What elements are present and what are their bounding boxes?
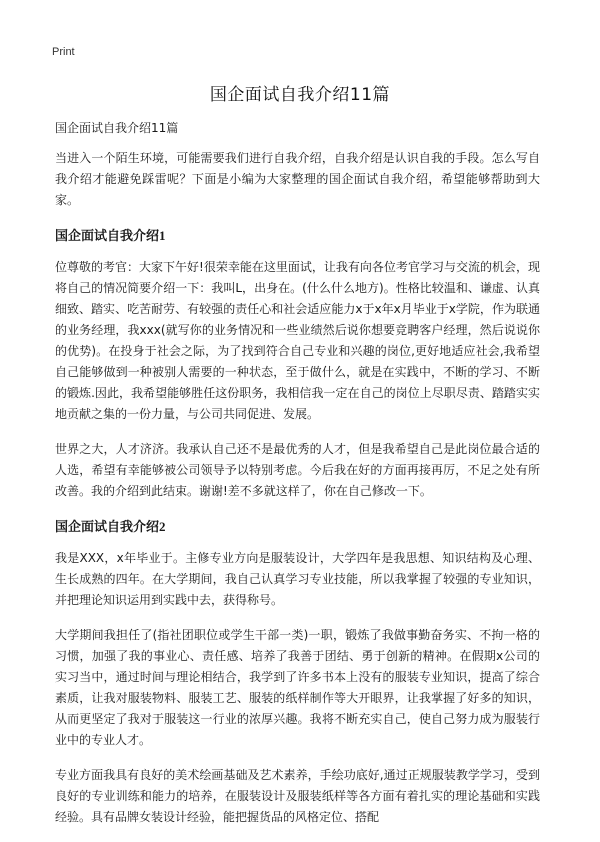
intro-paragraph: 当进入一个陌生环境，可能需要我们进行自我介绍，自我介绍是认识自我的手段。怎么写自我介绍才能避免踩雷呢？下面是小编为大家整理的国企面试自我介绍，希望能够帮助到大家。 bbox=[55, 151, 540, 207]
section-paragraph: 专业方面我具有良好的美术绘画基础及艺术素养，手绘功底好,通过正规服装教学学习，受到良好的专业训练和能力的培养，在服装设计及服装纸样等各方面有着扎实的理论基础和实践经验。具有品牌女装设计经验，能把握货品的风格定位、搭配 bbox=[55, 768, 540, 824]
document-content bbox=[55, 118, 540, 842]
section-paragraph: 我是XXX，x年毕业于。主修专业方向是服装设计，大学四年是我思想、知识结构及心理、生长成熟的四年。在大学期间，我自己认真学习专业技能，所以我掌握了较强的专业知识，并把理论知识运用到实践中去，获得称号。 bbox=[55, 551, 540, 607]
document-subtitle: 国企面试自我介绍11篇 bbox=[55, 121, 179, 135]
section-heading: 国企面试自我介绍2 bbox=[55, 519, 166, 534]
section-paragraph: 大学期间我担任了(指社团职位或学生干部一类)一职，锻炼了我做事勤奋务实、不拘一格的习惯，加强了我的事业心、责任感、培养了我善于团结、勇于创新的精神。在假期x公司的实习当中，通过时间与理论相结合，我学到了许多书本上没有的服装专业知识，提高了综合素质，让我对服装物料、服装工艺、服装的纸样制作等大开眼界，让我掌握了好多的知识，从而更坚定了我对于服装这一行业的浓厚兴趣。我将不断充实自己，使自己努力成为服装行业中的专业人才。 bbox=[55, 628, 540, 747]
section-paragraph: 位尊敬的考官：大家下午好!很荣幸能在这里面试，让我有向各位考官学习与交流的机会，现将自己的情况简要介绍一下：我叫L，出身在。(什么什么地方)。性格比较温和、谦虚、认真细致、踏实、吃苦耐劳、有较强的责任心和社会适应能力x于x年x月毕业于x学院，作为联通的业务经理，我xxx(就写你的业务情况和一些业绩然后说你想要竞聘客户经理，然后说说你的优势)。在投身于社会之际，为了找到符合自己专业和兴趣的岗位,更好地适应社会,我希望自己能够做到一种被别人需要的一种状态，至于做什么，就是在实践中，不断的学习、不断的锻炼.因此，我希望能够胜任这份职务，我相信我一定在自己的岗位上尽职尽责、踏踏实实地贡献之集的一份力量，与公司共同促进、发展。 bbox=[55, 260, 540, 421]
section-2 bbox=[55, 516, 540, 828]
section-paragraph: 世界之大，人才济济。我承认自己还不是最优秀的人才，但是我希望自己是此岗位最合适的人选，希望有幸能够被公司领导予以特别考虑。今后我在好的方面再接再厉，不足之处有所改善。我的介绍到此结束。谢谢!差不多就这样了，你在自己修改一下。 bbox=[55, 442, 540, 498]
section-1 bbox=[55, 225, 540, 502]
page-title: 国企面试自我介绍11篇 bbox=[209, 85, 391, 105]
section-heading: 国企面试自我介绍1 bbox=[55, 228, 166, 243]
print-link[interactable]: Print bbox=[52, 46, 75, 58]
